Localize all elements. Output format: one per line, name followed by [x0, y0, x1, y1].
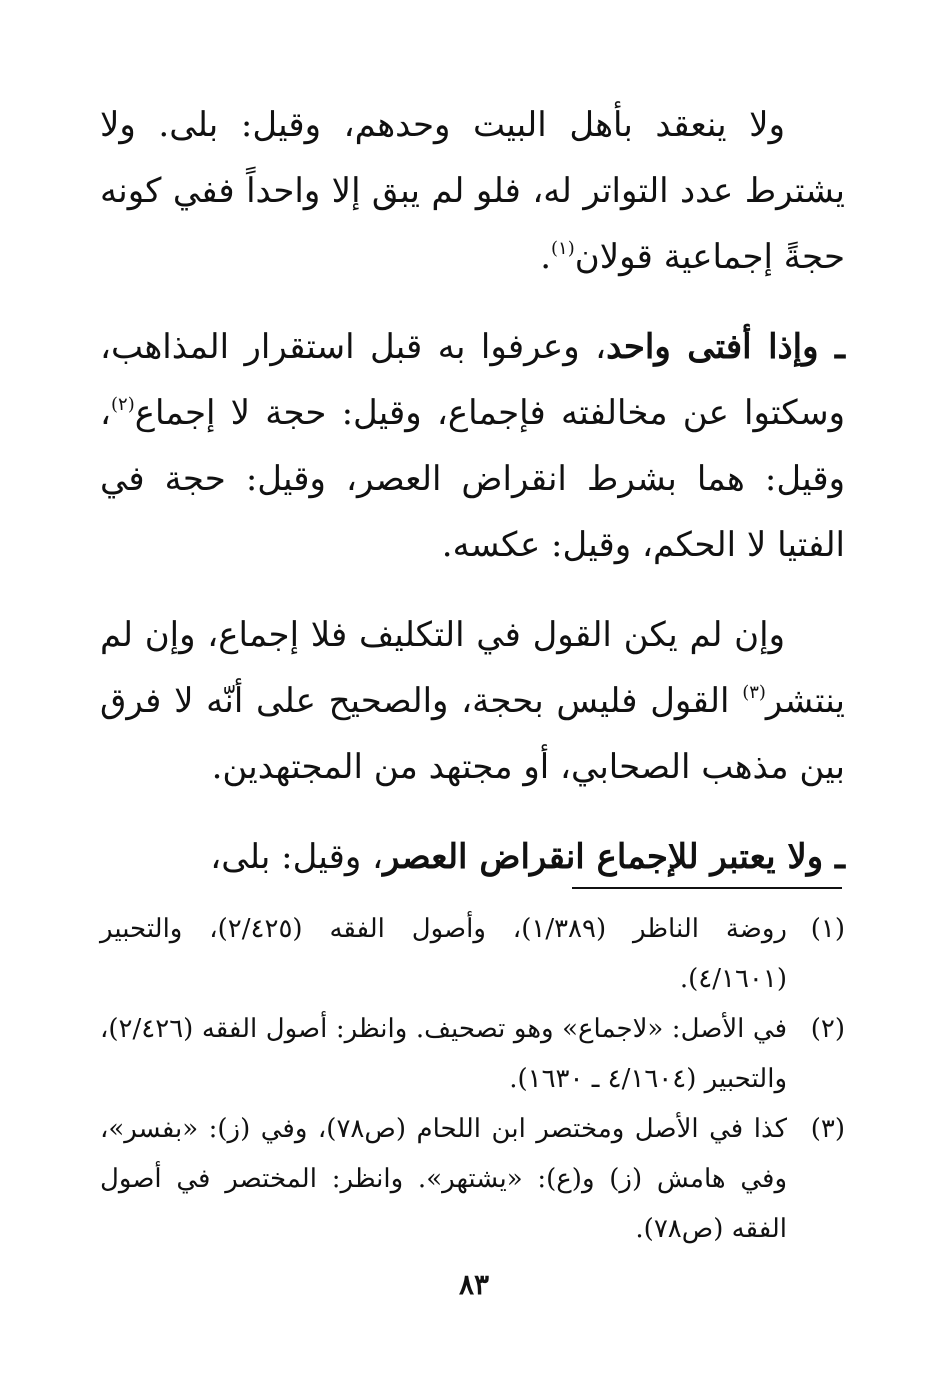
paragraph-4-text: ، وقيل: بلى،: [210, 837, 384, 877]
footnote-1: [100, 904, 845, 1004]
paragraph-2: [100, 314, 845, 578]
paragraph-1: [100, 92, 845, 290]
footnote-1-number: (١): [810, 914, 845, 944]
paragraph-3-text-b: القول فليس بحجة، والصحيح على أنّه لا فرق بين مذهب الصحابي، أو مجتهد من المجتهدين.: [100, 681, 845, 787]
paragraph-2-text-a: ، وعرفوا به قبل استقرار المذاهب، وسكتوا عن مخالفته فإجماع، وقيل: حجة لا إجماع: [100, 327, 845, 433]
paragraph-3-text-a: وإن لم يكن القول في التكليف فلا إجماع، وإن لم ينتشر: [100, 615, 845, 721]
footnote-2-text: في الأصل: «لاجماع» وهو تصحيف. وانظر: أصول الفقه (٢/٤٢٦)، والتحبير (٤/١٦٠٤ ـ ١٦٣٠).: [100, 1014, 787, 1094]
footnote-1-text: روضة الناظر (١/٣٨٩)، وأصول الفقه (٢/٤٢٥)، والتحبير (٤/١٦٠١).: [100, 914, 787, 994]
paragraph-1-end: .: [540, 237, 552, 277]
footnote-2-number: (٢): [810, 1014, 845, 1044]
footnote-ref-1[interactable]: (١): [551, 238, 575, 259]
footnotes: [100, 904, 845, 1254]
footnote-ref-3[interactable]: (٣): [742, 682, 766, 703]
paragraph-2-heading: ـ وإذا أفتى واحد: [606, 327, 845, 367]
paragraph-1-text: ولا ينعقد بأهل البيت وحدهم، وقيل: بلى. ولا يشترط عدد التواتر له، فلو لم يبق إلا واحداً ففي كونه حجةً إجماعية قولان: [100, 105, 845, 277]
page-number: ٨٣: [458, 1268, 490, 1301]
footnote-ref-2[interactable]: (٢): [110, 394, 135, 415]
paragraph-4-heading: ـ ولا يعتبر للإجماع انقراض العصر: [383, 837, 845, 877]
footnote-3-text: كذا في الأصل ومختصر ابن اللحام (ص٧٨)، وفي (ز): «بفسر»، وفي هامش (ز) و(ع): «يشتهر». وانظر: المختصر في أصول الفقه (ص٧٨).: [100, 1114, 787, 1244]
main-text: [100, 92, 845, 890]
footnote-2: [100, 1004, 845, 1104]
footnote-3: [100, 1104, 845, 1254]
footnote-separator: [572, 887, 842, 889]
paragraph-3: [100, 602, 845, 800]
footnote-3-number: (٣): [810, 1114, 845, 1144]
paragraph-4: [100, 824, 845, 890]
paragraph-2-text-b: ، وقيل: هما بشرط انقراض العصر، وقيل: حجة في الفتيا لا الحكم، وقيل: عكسه.: [100, 393, 845, 565]
